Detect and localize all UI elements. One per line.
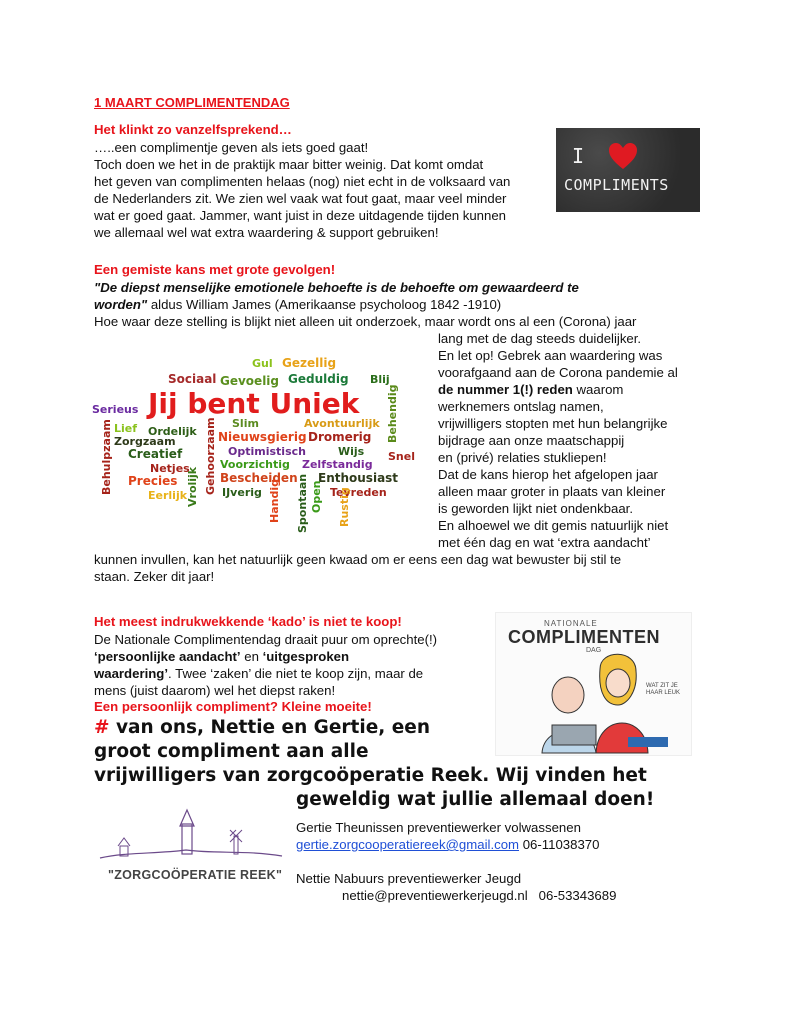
word: IJverig	[222, 486, 262, 499]
word: Zelfstandig	[302, 458, 373, 471]
compliment-line	[94, 716, 430, 740]
bold-phrase: ‘persoonlijke aandacht’	[94, 649, 241, 664]
word: Lief	[114, 422, 138, 435]
text-line: Hoe waar deze stelling is blijkt niet alleen uit onderzoek, maar wordt ons al een (Corona) jaar	[94, 314, 637, 329]
word: Handig	[268, 479, 281, 523]
bold-phrase: waardering’	[94, 666, 169, 681]
quote-attribution	[94, 296, 501, 313]
text-line: En let op! Gebrek aan waardering was	[438, 348, 663, 363]
word: Avontuurlijk	[304, 417, 380, 430]
wordcloud-main: Jij bent Uniek	[148, 387, 360, 420]
word: Behendig	[386, 384, 399, 443]
compliment-line: geweldig wat jullie allemaal doen!	[296, 789, 655, 810]
section3-subheading: Een persoonlijk compliment? Kleine moeite!	[94, 699, 372, 714]
section1-heading: Het klinkt zo vanzelfsprekend…	[94, 122, 292, 137]
text-line: Toch doen we het in de praktijk maar bitter weinig. Dat komt omdat	[94, 157, 484, 172]
word: Optimistisch	[228, 445, 306, 458]
text-line: De Nationale Complimentendag draait puur om oprechte(!)	[94, 632, 438, 647]
word: Slim	[232, 417, 259, 430]
word: Voorzichtig	[220, 458, 290, 471]
speech-bubble: WAT ZIT JE HAAR LEUK	[646, 683, 681, 696]
text-line: bijdrage aan onze maatschappij	[438, 433, 625, 448]
contact-2-name: Nettie Nabuurs preventiewerker Jeugd	[296, 871, 522, 886]
heart-icon	[608, 142, 638, 170]
text-line: we allemaal wel wat extra waardering & support gebruiken!	[94, 225, 439, 240]
word: Ordelijk	[148, 425, 197, 438]
page-title: 1 MAART COMPLIMENTENDAG	[94, 95, 290, 110]
text-line: vrijwilligers stopten met hun belangrijke	[438, 416, 668, 431]
text-fragment: waarom	[572, 382, 624, 397]
word: Gul	[252, 357, 273, 370]
compliment-line: vrijwilligers van zorgcoöperatie Reek. Wij vinden het	[94, 765, 647, 786]
text-line: werknemers ontslag namen,	[438, 399, 604, 414]
text-fragment: van ons, Nettie en Gertie, een	[109, 717, 430, 738]
text-line: is geworden lijkt niet ondenkbaar.	[438, 501, 634, 516]
word: Gehoorzaam	[204, 417, 217, 495]
word: Wijs	[338, 445, 365, 458]
text-line: En alhoewel we dit gemis natuurlijk niet	[438, 518, 669, 533]
word: Bescheiden	[220, 471, 298, 485]
phone-number: 06-11038370	[519, 837, 600, 852]
word: Enthousiast	[318, 471, 399, 485]
word: Tevreden	[330, 486, 387, 499]
word: Sociaal	[168, 372, 217, 386]
text-line: staan. Zeker dit jaar!	[94, 569, 215, 584]
zorgcooperatie-reek-logo	[96, 806, 286, 886]
compliment-line: groot compliment aan alle	[94, 741, 369, 762]
word: Dromerig	[308, 430, 372, 444]
text-line: kunnen invullen, kan het natuurlijk geen kwaad om er eens een dag wat bewuster bij stil te	[94, 552, 622, 567]
email-link[interactable]: gertie.zorgcooperatiereek@gmail.com	[296, 837, 520, 852]
image-main-text: COMPLIMENTEN	[508, 627, 660, 647]
contact-2-details	[342, 887, 616, 904]
bold-phrase: ‘uitgesproken	[262, 649, 350, 664]
text-line	[94, 665, 437, 682]
text-line: met één dag en wat ‘extra aandacht’	[438, 535, 651, 550]
section2-closing	[94, 551, 621, 585]
word: Precies	[128, 474, 178, 488]
word: Netjes	[150, 462, 190, 475]
image-top-text: NATIONALE	[544, 619, 598, 628]
section2-right-text	[438, 330, 678, 551]
nationale-complimentendag-image	[495, 612, 692, 756]
word: Zorgzaam	[114, 435, 176, 448]
word: Blij	[370, 373, 390, 386]
section3-heading: Het meest indrukwekkende ‘kado’ is niet te koop!	[94, 614, 402, 629]
word: Open	[310, 480, 323, 513]
word: Geduldig	[288, 372, 349, 386]
word: Nieuwsgierig	[218, 430, 307, 444]
image-word: COMPLIMENTS	[564, 176, 669, 194]
logo-text: "ZORGCOÖPERATIE REEK"	[108, 868, 283, 882]
text-fragment: . Twee ‘zaken’ die niet te koop zijn, maar de	[168, 666, 424, 681]
word: Gezellig	[282, 356, 337, 370]
text-line	[438, 381, 678, 398]
phone-number: 06-53343689	[538, 888, 617, 903]
text-line: …..een complimentje geven als iets goed gaat!	[94, 140, 369, 155]
compliments-image	[556, 128, 700, 212]
word: Creatief	[128, 447, 183, 461]
quote-line: worden"	[94, 297, 148, 312]
section2-heading: Een gemiste kans met grote gevolgen!	[94, 262, 336, 277]
word: Gevoelig	[220, 374, 280, 388]
section1-text	[94, 139, 510, 241]
word: Behulpzaam	[100, 419, 113, 495]
word: Serieus	[92, 403, 139, 416]
word: Spontaan	[296, 473, 309, 533]
text-line: en (privé) relaties stukliepen!	[438, 450, 607, 465]
text-line: alleen maar groter in plaats van kleiner	[438, 484, 666, 499]
quote-line: "De diepst menselijke emotionele behoefte is de behoefte om gewaardeerd te	[94, 280, 579, 295]
text-line: de Nederlanders zit. We zien wel vaak wat fout gaat, maar veel minder	[94, 191, 507, 206]
word: Vrolijk	[186, 466, 199, 507]
email-text: nettie@preventiewerkerjeugd.nl	[342, 888, 528, 903]
image-bottom-text: DAG	[586, 647, 602, 654]
quote-author: aldus William James (Amerikaanse psycholoog 1842 -1910)	[147, 297, 502, 312]
text-line: lang met de dag steeds duidelijker.	[438, 331, 642, 346]
text-line: wat er goed gaat. Jammer, want juist in deze uitdagende tijden kunnen	[94, 208, 507, 223]
text-line: voorafgaand aan de Corona pandemie al	[438, 365, 678, 380]
text-line: mens (juist daarom) wel het diepst raken!	[94, 683, 336, 698]
text-line: het geven van complimenten helaas (nog) niet echt in de volksaard van	[94, 174, 511, 189]
contact-1-name: Gertie Theunissen preventiewerker volwassenen	[296, 820, 581, 835]
word: Rustig	[338, 487, 351, 527]
section3-text	[94, 631, 437, 699]
text-line	[94, 648, 437, 665]
bold-reason: de nummer 1(!) reden	[438, 382, 573, 397]
word: Snel	[388, 450, 415, 463]
contact-1-details	[296, 836, 599, 853]
word: Eerlijk	[148, 489, 188, 502]
village-skyline-icon	[96, 806, 286, 866]
text-fragment: en	[240, 649, 263, 664]
hash-symbol: #	[94, 717, 110, 738]
image-letter-i: I	[572, 144, 585, 168]
text-line: Dat de kans hierop het afgelopen jaar	[438, 467, 658, 482]
word-cloud-image	[92, 355, 415, 540]
